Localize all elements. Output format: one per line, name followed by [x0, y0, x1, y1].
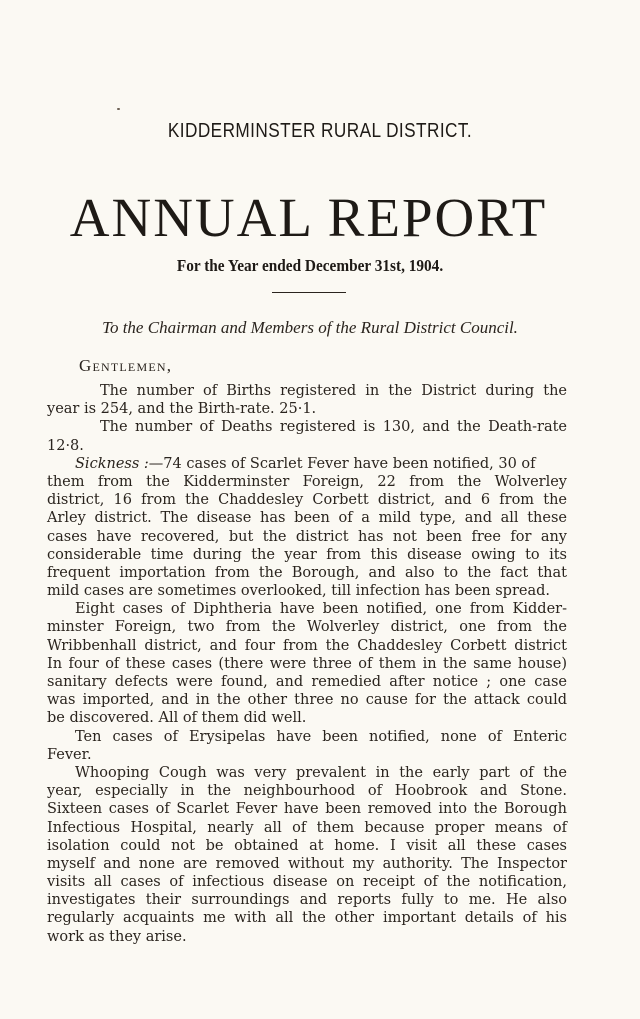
- text-line: Sixteen cases of Scarlet Fever have been removed into the Borough: [47, 801, 567, 818]
- text-line: Infectious Hospital, nearly all of them because proper means of: [47, 819, 567, 836]
- text-line: The number of Births registered in the District during the: [100, 383, 567, 399]
- report-subtitle: For the Year ended December 31st, 1904.: [176, 256, 444, 275]
- text-line: mild cases are sometimes overlooked, till infection has been spread.: [47, 583, 550, 600]
- salutation: Gentlemen,: [79, 356, 173, 375]
- district-heading: KIDDERMINSTER RURAL DISTRICT.: [167, 120, 473, 142]
- text-line: year, especially in the neighbourhood of Hoobrook and Stone.: [47, 783, 567, 800]
- text-line: Eight cases of Diphtheria have been notified, one from Kidder-: [75, 601, 567, 618]
- text-line: be discovered. All of them did well.: [47, 710, 307, 727]
- text-line: myself and none are removed without my authority. The Inspector: [47, 855, 567, 872]
- text-line: cases have recovered, but the district has not been free for any: [47, 528, 567, 545]
- text-line: Fever.: [47, 746, 92, 763]
- text-line: The number of Deaths registered is 130, and the Death-rate: [100, 419, 567, 436]
- text-line: regularly acquaints me with all the other important details of his: [47, 910, 567, 927]
- text-line: district, 16 from the Chaddesley Corbett district, and 6 from the: [47, 492, 567, 509]
- text-line-rest: —74 cases of Scarlet Fever have been notified, 30 of: [148, 455, 536, 472]
- address-line: To the Chairman and Members of the Rural District Council.: [102, 318, 518, 337]
- text-line: year is 254, and the Birth-rate. 25·1.: [47, 401, 317, 418]
- text-line: Ten cases of Erysipelas have been notified, none of Enteric: [75, 728, 567, 745]
- text-line: isolation could not be obtained at home. I visit all these cases: [47, 837, 567, 854]
- text-line: work as they arise.: [47, 928, 187, 945]
- text-line: investigates their surroundings and reports fully to me. He also: [47, 892, 567, 909]
- text-line: [47, 455, 567, 473]
- text-line: frequent importation from the Borough, and also to the fact that: [47, 564, 567, 581]
- text-line: sanitary defects were found, and remedied after notice ; one case: [47, 674, 567, 690]
- ink-speck: [117, 108, 120, 110]
- text-line: In four of these cases (there were three of them in the same house): [47, 655, 567, 672]
- report-body: [47, 382, 567, 946]
- text-line: visits all cases of infectious disease on receipt of the notification,: [47, 874, 567, 891]
- text-line: considerable time during the year from this disease owing to its: [47, 546, 567, 563]
- text-line: 12·8.: [47, 437, 84, 454]
- text-line: was imported, and in the other three no cause for the attack could: [47, 692, 567, 709]
- divider-rule: [272, 292, 346, 293]
- text-line: them from the Kidderminster Foreign, 22 from the Wolverley: [47, 473, 567, 490]
- text-line: Arley district. The disease has been of a mild type, and all these: [47, 510, 567, 527]
- sickness-label: Sickness :: [75, 455, 149, 472]
- text-line: minster Foreign, two from the Wolverley district, one from the: [47, 619, 567, 636]
- report-title: ANNUAL REPORT: [69, 187, 548, 248]
- text-line: Wribbenhall district, and four from the Chaddesley Corbett district: [47, 637, 567, 654]
- text-line: Whooping Cough was very prevalent in the early part of the: [75, 764, 567, 781]
